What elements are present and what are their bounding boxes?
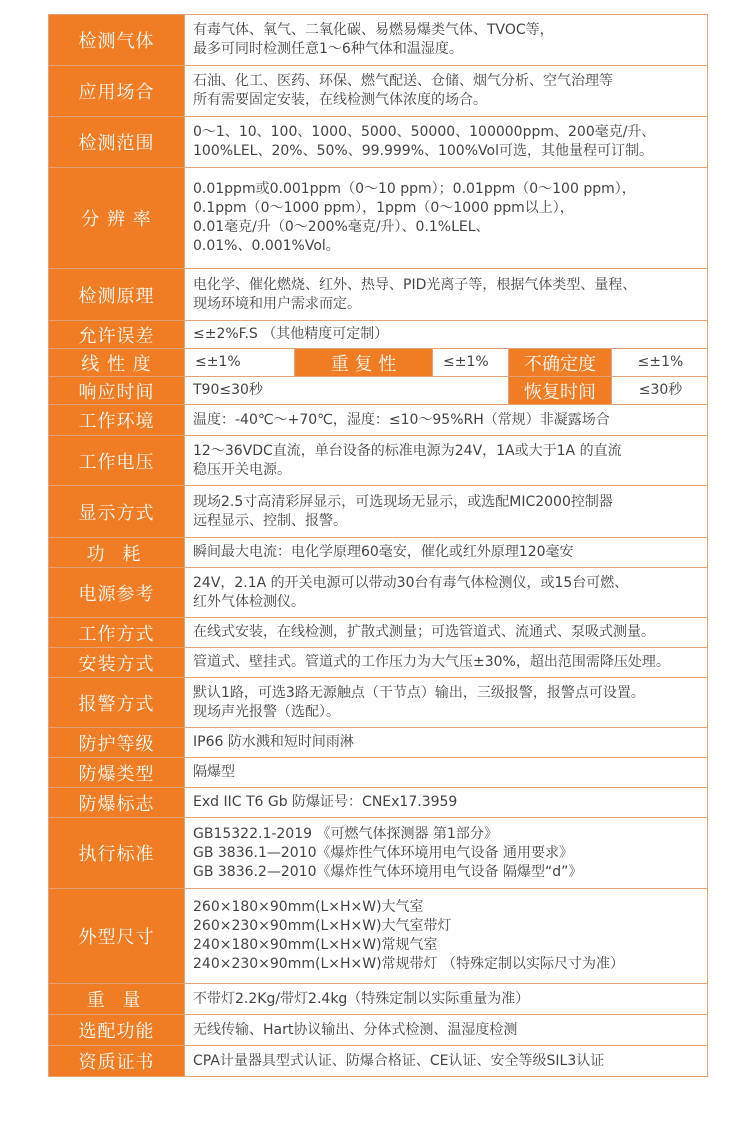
label-size: 外型尺寸 (49, 889, 185, 984)
label-range: 检测范围 (49, 117, 185, 168)
value-linearity: ≤±1% (185, 349, 295, 377)
label-env: 工作环境 (49, 405, 185, 436)
text-line: 现场环境和用户需求而定。 (193, 295, 361, 312)
value-uncertainty: ≤±1% (612, 349, 708, 377)
label-uncertainty: 不确定度 (509, 349, 612, 377)
label-options: 选配功能 (49, 1015, 185, 1046)
text-line: GB 3836.2—2010《爆炸性气体环境用电气设备 隔爆型“d”》 (193, 863, 583, 880)
value-supply (185, 568, 708, 618)
label-gas: 检测气体 (49, 15, 185, 66)
text-line: 最多可同时检测任意1～6种气体和温湿度。 (193, 41, 463, 57)
row-exproof (49, 758, 708, 788)
label-supply: 电源参考 (49, 568, 185, 618)
label-weight: 重 量 (49, 984, 185, 1015)
label-exproof: 防爆类型 (49, 758, 185, 788)
row-exmark (49, 788, 708, 818)
row-voltage (49, 436, 708, 486)
value-repeatability: ≤±1% (433, 349, 509, 377)
label-linearity: 线 性 度 (49, 349, 185, 377)
text-line: 260×180×90mm(L×H×W)大气室 (193, 899, 424, 915)
label-install: 安装方式 (49, 648, 185, 678)
row-size (49, 889, 708, 984)
value-principle (185, 269, 708, 321)
text-line: 240×230×90mm(L×H×W)常规带灯 （特殊定制以实际尺寸为准） (193, 956, 624, 972)
row-mode (49, 618, 708, 648)
label-display: 显示方式 (49, 486, 185, 538)
text-line: GB 3836.1—2010《爆炸性气体环境用电气设备 通用要求》 (193, 844, 573, 861)
row-gas (49, 15, 708, 66)
text-line: 红外气体检测仪。 (193, 593, 305, 610)
value-voltage (185, 436, 708, 486)
text-line: 24V，2.1A 的开关电源可以带动30台有毒气体检测仪，或15台可燃、 (193, 574, 629, 591)
value-cert: CPA计量器具型式认证、防爆合格证、CE认证、安全等级SIL3认证 (185, 1046, 708, 1077)
spec-table (48, 14, 708, 1077)
row-install (49, 648, 708, 678)
label-voltage: 工作电压 (49, 436, 185, 486)
text-line: 默认1路，可选3路无源触点（干节点）输出，三级报警，报警点可设置。 (193, 684, 645, 701)
value-standard (185, 818, 708, 889)
text-line: 0.1ppm（0～1000 ppm），1ppm（0～1000 ppm以上）， (193, 200, 574, 216)
label-response: 响应时间 (49, 377, 185, 405)
text-line: 现场2.5寸高清彩屏显示，可选现场无显示，或选配MIC2000控制器 (193, 493, 613, 510)
label-standard: 执行标准 (49, 818, 185, 889)
value-range (185, 117, 708, 168)
text-line: 石油、化工、医药、环保、燃气配送、仓储、烟气分析、空气治理等 (193, 73, 613, 89)
text-line: 现场声光报警（选配）。 (193, 703, 340, 720)
text-line: 有毒气体、氧气、二氧化碳、易燃易爆类气体、TVOC等， (193, 22, 554, 38)
text-line: 所有需要固定安装，在线检测气体浓度的场合。 (193, 92, 487, 108)
row-env (49, 405, 708, 436)
text-line: 100%LEL、20%、50%、99.999%、100%Vol可选，其他量程可订制。 (193, 143, 653, 159)
value-resolution (185, 168, 708, 269)
value-mode: 在线式安装，在线检测，扩散式测量；可选管道式、流通式、泵吸式测量。 (185, 618, 708, 648)
label-cert: 资质证书 (49, 1046, 185, 1077)
row-supply (49, 568, 708, 618)
row-options (49, 1015, 708, 1046)
label-exmark: 防爆标志 (49, 788, 185, 818)
value-app (185, 66, 708, 117)
value-options: 无线传输、Hart协议输出、分体式检测、温湿度检测 (185, 1015, 708, 1046)
row-cert (49, 1046, 708, 1077)
row-display (49, 486, 708, 538)
text-line: 稳压开关电源。 (193, 461, 291, 478)
text-line: 电化学、催化燃烧、红外、热导、PID光离子等，根据气体类型、量程、 (193, 276, 637, 293)
label-recovery: 恢复时间 (509, 377, 612, 405)
value-exproof: 隔爆型 (185, 758, 708, 788)
value-env: 温度：-40℃～+70℃，湿度：≤10～95%RH（常规）非凝露场合 (185, 405, 708, 436)
value-response: T90≤30秒 (185, 377, 509, 405)
row-error (49, 321, 708, 349)
label-power: 功 耗 (49, 538, 185, 568)
label-protect: 防护等级 (49, 728, 185, 758)
row-app (49, 66, 708, 117)
text-line: 远程显示、控制、报警。 (193, 512, 347, 529)
value-exmark: Exd IIC T6 Gb 防爆证号：CNEx17.3959 (185, 788, 708, 818)
row-resolution (49, 168, 708, 269)
row-standard (49, 818, 708, 889)
value-size (185, 889, 708, 984)
text-line: 260×230×90mm(L×H×W)大气室带灯 (193, 918, 452, 934)
text-line: 240×180×90mm(L×H×W)常规气室 (193, 937, 438, 953)
value-gas (185, 15, 708, 66)
row-protect (49, 728, 708, 758)
row-alarm (49, 678, 708, 728)
text-line: 0～1、10、100、1000、5000、50000、100000ppm、200毫克/升、 (193, 124, 656, 140)
value-alarm (185, 678, 708, 728)
row-range (49, 117, 708, 168)
label-mode: 工作方式 (49, 618, 185, 648)
label-resolution: 分 辨 率 (49, 168, 185, 269)
value-display (185, 486, 708, 538)
value-power: 瞬间最大电流：电化学原理60毫安，催化或红外原理120毫安 (185, 538, 708, 568)
value-recovery: ≤30秒 (612, 377, 708, 405)
row-linearity (49, 349, 708, 377)
label-error: 允许误差 (49, 321, 185, 349)
label-app: 应用场合 (49, 66, 185, 117)
value-weight: 不带灯2.2Kg/带灯2.4kg（特殊定制以实际重量为准） (185, 984, 708, 1015)
text-line: 0.01ppm或0.001ppm（0～10 ppm）；0.01ppm（0～100 ppm）， (193, 181, 636, 197)
label-repeatability: 重 复 性 (295, 349, 433, 377)
label-principle: 检测原理 (49, 269, 185, 321)
text-line: 12～36VDC直流，单台设备的标准电源为24V，1A或大于1A 的直流 (193, 442, 622, 459)
row-response (49, 377, 708, 405)
label-alarm: 报警方式 (49, 678, 185, 728)
row-power (49, 538, 708, 568)
value-error: ≤±2%F.S （其他精度可定制） (185, 321, 708, 349)
text-line: 0.01毫克/升（0～200%毫克/升）、0.1%LEL、 (193, 219, 490, 235)
value-protect: IP66 防水溅和短时间雨淋 (185, 728, 708, 758)
text-line: GB15322.1-2019 《可燃气体探测器 第1部分》 (193, 825, 498, 842)
row-weight (49, 984, 708, 1015)
row-principle (49, 269, 708, 321)
text-line: 0.01%、0.001%Vol。 (193, 238, 340, 254)
value-install: 管道式、壁挂式。管道式的工作压力为大气压±30%，超出范围需降压处理。 (185, 648, 708, 678)
